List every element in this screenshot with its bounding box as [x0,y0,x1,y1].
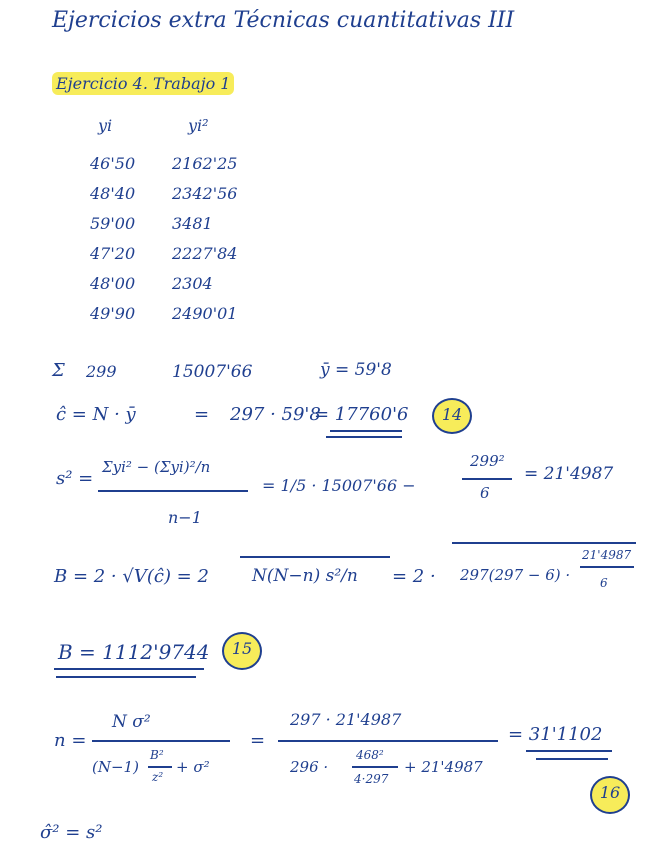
b-formula-lhs: B = 2 · √V(ĉ) = 2 [54,566,209,587]
fraction-bar [462,478,512,480]
c-hat-lhs: ĉ = N · ȳ [56,404,136,425]
radical-bar [240,556,390,558]
underline [54,668,204,670]
s2-frac2-den: 6 [480,484,490,502]
table-cell-yi2: 2342'56 [172,184,238,203]
n-formula-den-mid-num: B² [150,748,164,762]
n-formula-eq: = [250,730,266,751]
table-cell-yi2: 2490'01 [172,304,238,323]
score-mark-14: 14 [432,398,472,434]
fraction-bar [580,566,634,568]
sum-yi2: 15007'66 [172,362,253,382]
radical-bar [452,542,636,544]
table-cell-yi: 47'20 [90,244,136,263]
n-formula-num: N σ² [112,712,151,732]
fraction-bar [278,740,498,742]
underline [326,436,402,438]
b-formula-root2-den: 6 [600,576,608,590]
n-formula-num2: 297 · 21'4987 [290,710,402,729]
column-yi [90,154,135,323]
fraction-bar [92,740,230,742]
c-hat-eq: = [194,404,210,425]
score-mark-16: 16 [590,776,630,814]
c-hat-substitution: 297 · 59'8 [230,404,321,425]
col-header-yi: yi [98,116,113,135]
n-formula-den2-frac-den: 4·297 [354,772,389,786]
underline [526,750,612,752]
s2-result: = 21'4987 [524,464,614,484]
n-formula-den-right: + σ² [176,758,210,776]
fraction-bar [148,766,172,768]
s2-frac2-num: 299² [470,452,505,470]
exercise-heading: Ejercicio 4. Trabajo 1 [52,72,234,95]
sum-yi: 299 [86,362,117,381]
table-cell-yi2: 2227'84 [172,244,238,263]
b-result: B = 1112'9744 [58,640,210,664]
table-cell-yi: 48'40 [90,184,136,203]
b-formula-root2-num: 21'4987 [582,548,632,562]
s2-numerator: Σyi² − (Σyi)²/n [102,458,211,476]
n-formula-den-mid-den: z² [152,770,164,784]
fraction-bar [98,490,248,492]
s2-denominator: n−1 [168,508,202,527]
underline [330,430,402,432]
table-cell-yi: 49'90 [90,304,136,323]
table-cell-yi2: 2162'25 [172,154,238,173]
n-formula-lhs: n = [54,730,87,751]
table-cell-yi2: 2304 [172,274,213,293]
s2-frac1: = 1/5 · 15007'66 − [262,476,416,495]
sigma-symbol: Σ [52,360,65,381]
fraction-bar [352,766,398,768]
b-formula-root: N(N−n) s²/n [252,566,358,586]
underline [536,758,608,760]
n-formula-result: = 31'1102 [508,724,603,745]
table-cell-yi2: 3481 [172,214,213,233]
ybar-value: ȳ = 59'8 [320,360,392,380]
underline [56,676,196,678]
b-formula-root2: 297(297 − 6) · [460,566,571,584]
sigma-hat-line: σ̂² = s² [40,822,103,843]
table-cell-yi: 59'00 [90,214,136,233]
page-title: Ejercicios extra Técnicas cuantitativas III [52,8,515,33]
n-formula-den2-frac-num: 468² [356,748,384,762]
table-cell-yi: 46'50 [90,154,136,173]
b-formula-mid: = 2 · [392,566,436,587]
col-header-yi2: yi² [188,116,209,135]
c-hat-result: = 17760'6 [314,404,409,425]
score-mark-15: 15 [222,632,262,670]
table-cell-yi: 48'00 [90,274,136,293]
n-formula-den2-right: + 21'4987 [404,758,483,776]
s2-lhs: s² = [56,468,94,489]
n-formula-den-left: (N−1) [92,758,139,776]
n-formula-den2-left: 296 · [290,758,329,776]
column-yi2 [172,154,237,323]
